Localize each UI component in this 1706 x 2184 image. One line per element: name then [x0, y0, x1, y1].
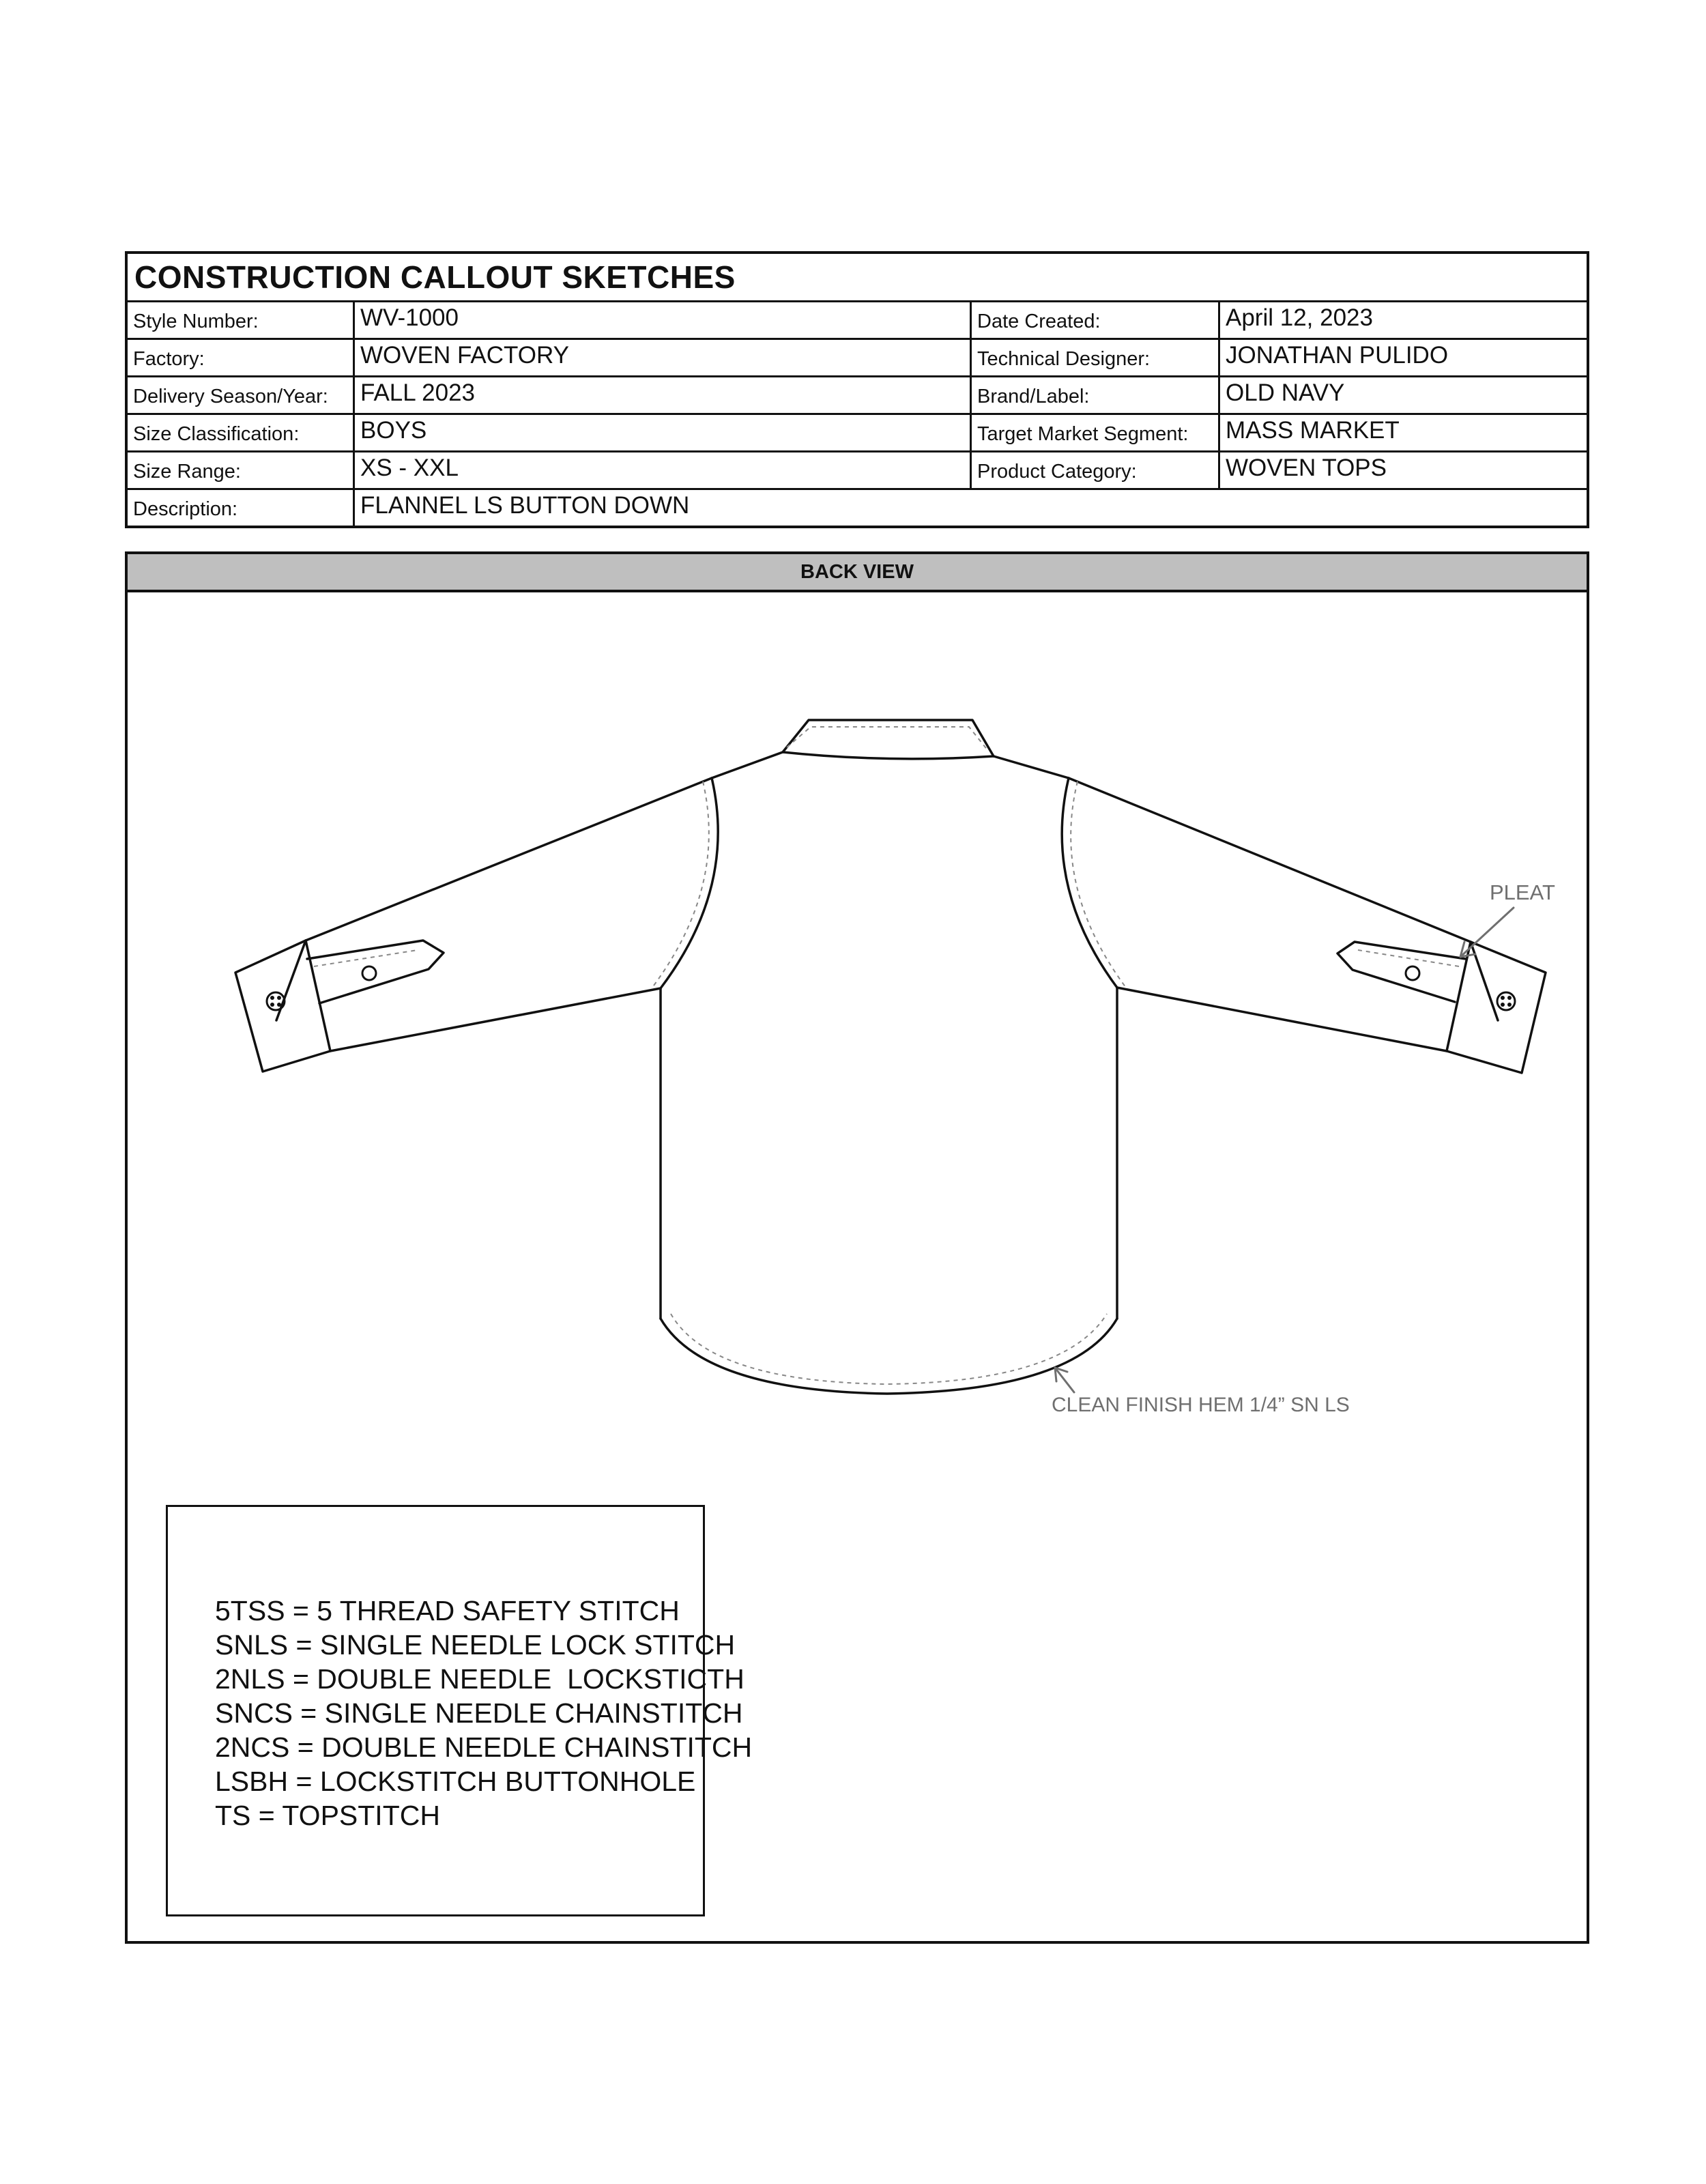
- right-sleeve-top: [1069, 778, 1471, 942]
- size-range-value: XS - XXL: [355, 452, 972, 488]
- technical-designer-label: Technical Designer:: [972, 340, 1220, 375]
- right-cuff-outer: [1447, 942, 1546, 1073]
- date-created-value: April 12, 2023: [1226, 304, 1373, 331]
- legend-item: 5TSS = 5 THREAD SAFETY STITCH: [215, 1595, 680, 1626]
- legend-item: SNLS = SINGLE NEEDLE LOCK STITCH: [215, 1629, 736, 1661]
- delivery-season-label: Delivery Season/Year:: [128, 377, 355, 413]
- hem-callout: CLEAN FINISH HEM 1/4” SN LS: [1052, 1394, 1350, 1416]
- stitch-legend-box: [166, 1505, 753, 1916]
- right-armhole-seam: [1062, 778, 1117, 988]
- brand-label: Brand/Label:: [972, 377, 1220, 413]
- left-placket-button-icon: [362, 966, 376, 980]
- size-range-label: Size Range:: [128, 452, 355, 488]
- right-armhole-topstitch: [1071, 781, 1126, 988]
- legend-item: SNCS = SINGLE NEEDLE CHAINSTITCH: [215, 1697, 743, 1729]
- right-shoulder-line: [994, 756, 1069, 778]
- legend-item: TS = TOPSTITCH: [215, 1800, 440, 1831]
- left-shoulder-line: [712, 752, 783, 778]
- right-sleeve-bottom: [1117, 988, 1447, 1051]
- back-view-title: BACK VIEW: [128, 554, 1587, 592]
- right-placket: [1338, 942, 1466, 1002]
- collar-seam: [783, 752, 994, 759]
- right-cuff-button-icon: [1497, 992, 1515, 1010]
- left-armhole-seam: [661, 778, 718, 988]
- brand-value: OLD NAVY: [1226, 379, 1345, 406]
- style-number-value: WV-1000: [355, 302, 972, 338]
- sheet-title: CONSTRUCTION CALLOUT SKETCHES: [128, 254, 1587, 302]
- style-number-label: Style Number:: [128, 302, 355, 338]
- legend-item: LSBH = LOCKSTITCH BUTTONHOLE: [215, 1766, 696, 1797]
- product-category-value: WOVEN TOPS: [1226, 455, 1387, 481]
- left-sleeve-bottom: [330, 988, 661, 1051]
- legend-item: 2NLS = DOUBLE NEEDLE LOCKSTICTH: [215, 1663, 744, 1695]
- collar-stand: [783, 720, 994, 756]
- left-placket-topstitch: [314, 950, 418, 966]
- size-classification-value: BOYS: [355, 415, 972, 450]
- left-sleeve-top: [306, 778, 712, 940]
- factory-value: WOVEN FACTORY: [355, 340, 972, 375]
- left-cuff-button-icon: [267, 992, 285, 1010]
- size-classification-label: Size Classification:: [128, 415, 355, 450]
- date-created-label: Date Created:: [972, 302, 1220, 338]
- target-market-label: Target Market Segment:: [972, 415, 1220, 450]
- target-market-value: MASS MARKET: [1226, 417, 1400, 444]
- product-category-label: Product Category:: [972, 452, 1220, 488]
- delivery-season-value: FALL 2023: [355, 377, 972, 413]
- collar-topstitch: [787, 727, 988, 751]
- stitch-legend-list: [215, 1594, 752, 1833]
- shirt-hem: [661, 1319, 1117, 1394]
- right-placket-button-icon: [1406, 966, 1419, 980]
- pleat-callout: PLEAT: [1490, 880, 1555, 904]
- right-placket-topstitch: [1358, 950, 1459, 966]
- technical-designer-value: JONATHAN PULIDO: [1226, 342, 1449, 369]
- description-label: Description:: [128, 490, 355, 526]
- legend-item: 2NCS = DOUBLE NEEDLE CHAINSTITCH: [215, 1732, 753, 1763]
- description-value: FLANNEL LS BUTTON DOWN: [360, 492, 690, 519]
- factory-label: Factory:: [128, 340, 355, 375]
